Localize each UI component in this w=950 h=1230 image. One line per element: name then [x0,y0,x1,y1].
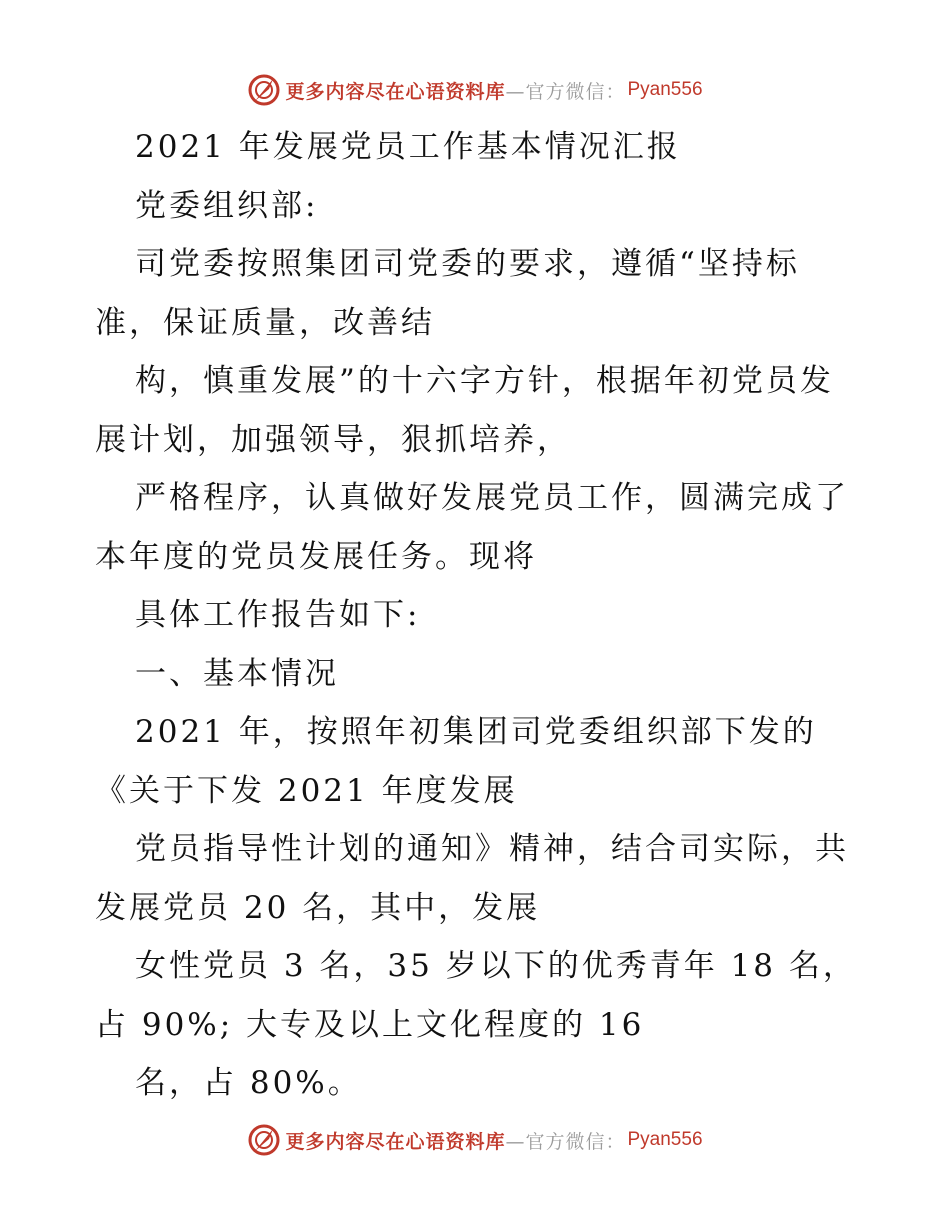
text-line: 2021 年，按照年初集团司党委组织部下发的 [135,714,817,750]
watermark-wechat-id: Pyan556 [627,1129,703,1150]
text-line: 女性党员 3 名，35 岁以下的优秀青年 18 名， [135,948,857,984]
text-line: 本年度的党员发展任务。现将 [95,538,537,575]
text-line: 《关于下发 2021 年度发展 [95,772,518,809]
text-line: 一、基本情况 [135,655,339,692]
text-line: 准，保证质量，改善结 [95,304,435,341]
text-line: 具体工作报告如下: [135,597,421,633]
quill-logo-icon [247,73,281,107]
watermark-wechat-label: —官方微信： [505,1130,626,1153]
text-line: 2021 年发展党员工作基本情况汇报 [135,129,681,165]
header-watermark [0,70,950,110]
text-line: 展计划，加强领导，狠抓培养， [95,421,571,458]
text-line: 构，慎重发展”的十六字方针，根据年初党员发 [135,363,834,399]
watermark-brand-text: 更多内容尽在心语资料库 [285,1130,506,1153]
watermark-brand-text: 更多内容尽在心语资料库 [285,80,506,103]
text-line: 严格程序，认真做好发展党员工作，圆满完成了 [135,480,849,516]
text-line: 占 90%; 大专及以上文化程度的 16 [95,1006,645,1043]
text-line: 党委组织部: [135,187,319,224]
watermark-wechat-label: —官方微信： [505,80,626,103]
text-line: 发展党员 20 名，其中，发展 [95,889,541,926]
footer-watermark [0,1120,950,1160]
quill-logo-icon [247,1123,281,1157]
document-body [95,118,855,1113]
watermark-wechat-id: Pyan556 [627,79,703,100]
text-line: 名，占 80%。 [135,1065,362,1101]
text-line: 司党委按照集团司党委的要求，遵循“坚持标 [135,246,800,282]
text-line: 党员指导性计划的通知》精神，结合司实际，共 [135,831,849,867]
